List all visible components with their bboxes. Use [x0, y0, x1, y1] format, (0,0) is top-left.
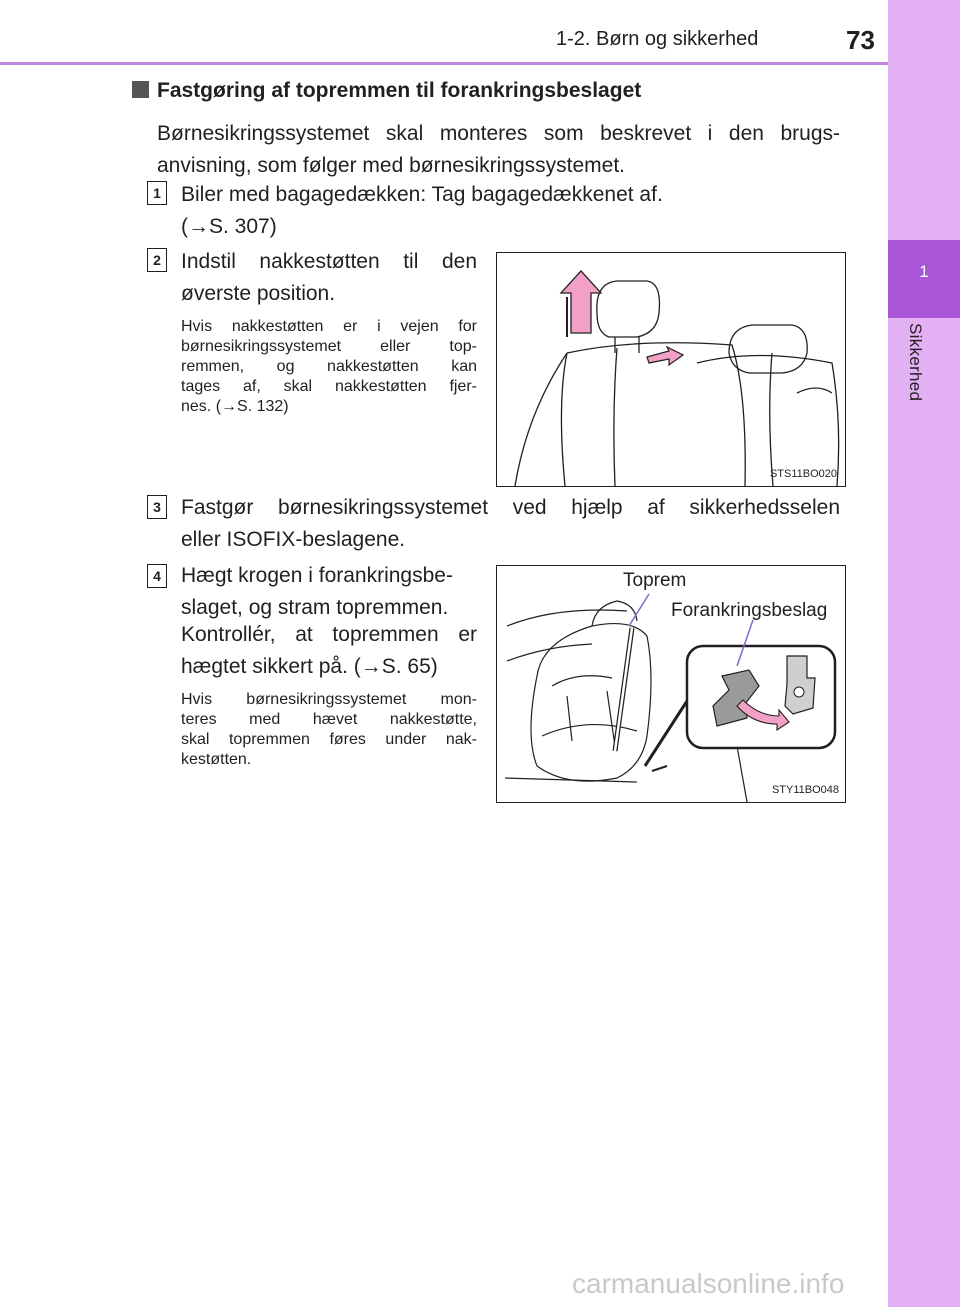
step-number-2: 2	[147, 248, 167, 272]
step-1-line-2: (→S. 307)	[181, 215, 277, 238]
step-4-line-4: hægtet sikkert på. (→S. 65)	[181, 655, 438, 678]
step-4-note-2: teres med hævet nakkestøtte,	[181, 711, 477, 728]
headrest-illustration	[497, 253, 845, 486]
square-bullet-icon	[132, 81, 149, 98]
chapter-tab	[888, 0, 960, 1307]
step-2-note-2: børnesikringssystemet eller top-	[181, 338, 477, 355]
intro-line-1: Børnesikringssystemet skal monteres som beskrevet i den brugs-	[157, 122, 840, 145]
figure-code: STS11BO020	[769, 468, 837, 480]
intro-line-2: anvisning, som følger med børnesikringssystemet.	[157, 154, 625, 177]
step-2-note-1: Hvis nakkestøtten er i vejen for	[181, 318, 477, 335]
page-number: 73	[846, 25, 875, 55]
watermark: carmanualsonline.info	[572, 1268, 845, 1299]
figure-headrest	[496, 252, 846, 487]
step-2-line-1: Indstil nakkestøtten til den	[181, 250, 477, 273]
section-heading: Fastgøring af topremmen til forankringsbeslaget	[132, 79, 641, 103]
step-2-note-4: tages af, skal nakkestøtten fjer-	[181, 378, 477, 395]
step-4-note-3: skal topremmen føres under nak-	[181, 731, 477, 748]
step-3-line-1: Fastgør børnesikringssystemet ved hjælp af sikkerhedsselen	[181, 496, 840, 519]
step-4-note-4: kestøtten.	[181, 751, 252, 768]
chapter-label: Sikkerhed	[906, 323, 925, 402]
figure-child-seat	[496, 565, 846, 803]
step-4-note-1: Hvis børnesikringssystemet mon-	[181, 691, 477, 708]
step-4-line-3: Kontrollér, at topremmen er	[181, 623, 477, 646]
step-4-line-1: Hægt krogen i forankringsbe-	[181, 564, 453, 587]
step-number-3: 3	[147, 495, 167, 519]
step-2-note-5: nes. (→S. 132)	[181, 398, 289, 415]
figure-code: STY11BO048	[771, 784, 839, 796]
step-3-line-2: eller ISOFIX-beslagene.	[181, 528, 406, 551]
step-number-4: 4	[147, 564, 167, 588]
header-rule	[0, 62, 888, 65]
chapter-number: 1	[919, 262, 929, 281]
step-2-note-3: remmen, og nakkestøtten kan	[181, 358, 477, 375]
up-arrow-icon	[561, 271, 601, 337]
step-1-line-1: Biler med bagagedækken: Tag bagagedækkenet af.	[181, 183, 663, 206]
label-toprem: Toprem	[623, 570, 687, 591]
section-title: 1-2. Børn og sikkerhed	[556, 28, 759, 50]
step-2-line-2: øverste position.	[181, 282, 336, 305]
release-arrow-icon	[647, 347, 683, 365]
step-number-1: 1	[147, 181, 167, 205]
step-4-line-2: slaget, og stram topremmen.	[181, 596, 449, 619]
label-forankringsbeslag: Forankringsbeslag	[671, 600, 828, 621]
